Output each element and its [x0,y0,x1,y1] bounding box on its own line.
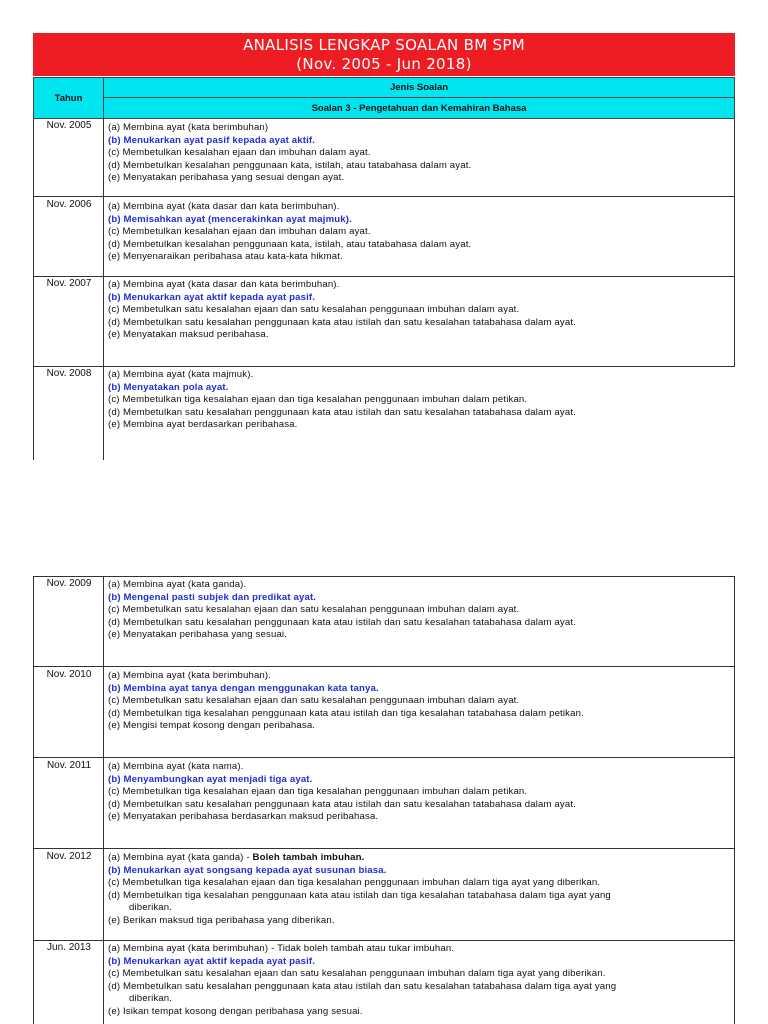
row-questions [108,122,708,185]
row-questions [108,670,708,733]
row-year: Nov. 2012 [46,851,92,862]
row-questions [108,369,708,432]
grid-line [33,940,735,941]
row-year: Nov. 2007 [46,278,92,289]
question-d-text: (d) Membetulkan satu kesalahan penggunaan kata atau istilah dan satu kesalahan tatabahasa dalam tiga ayat yang [108,980,617,992]
question-b: (b) Membina ayat tanya dengan menggunakan kata tanya. [108,682,379,694]
grid-line [33,276,735,277]
question-e: (e) Isikan tempat kosong dengan peribahasa yang sesuai. [108,1005,363,1017]
column-header-section: Soalan 3 - Pengetahuan dan Kemahiran Bahasa [103,97,735,119]
question-a: (a) Membina ayat (kata nama). [108,761,244,772]
question-e: (e) Membina ayat berdasarkan peribahasa. [108,419,298,431]
question-a: (a) Membina ayat (kata dasar dan kata berimbuhan). [108,279,340,290]
row-questions [108,761,708,824]
question-d: (d) Membetulkan satu kesalahan penggunaan kata atau istilah dan satu kesalahan tatabahasa dalam ayat. [108,316,576,328]
question-d: (d) Membetulkan satu kesalahan penggunaan kata atau istilah dan satu kesalahan tatabahasa dalam ayat. [108,616,576,628]
question-d: (d) Membetulkan kesalahan penggunaan kata, istilah, atau tatabahasa dalam ayat. [108,159,472,171]
question-b: (b) Menukarkan ayat aktif kepada ayat pasif. [108,291,316,303]
question-d-continuation: diberikan. [129,993,173,1005]
question-c: (c) Membetulkan satu kesalahan ejaan dan satu kesalahan penggunaan imbuhan dalam ayat. [108,304,520,316]
question-d: (d) Membetulkan satu kesalahan penggunaan kata atau istilah dan satu kesalahan tatabahasa dalam ayat. [108,406,576,418]
question-b: (b) Menukarkan ayat aktif kepada ayat pasif. [108,955,316,967]
row-questions [108,279,708,342]
question-d [108,890,708,915]
grid-line [33,848,735,849]
question-e: (e) Mengisi tempat kosong dengan peribahasa. [108,720,316,732]
row-year: Nov. 2006 [46,199,92,210]
grid-line [33,366,735,367]
row-year: Jun. 2013 [47,942,91,953]
column-header-year: Tahun [33,77,104,119]
grid-line [33,757,735,758]
question-d [108,981,708,1006]
row-questions [108,201,708,264]
question-b: (b) Memisahkan ayat (mencerakinkan ayat majmuk). [108,213,352,225]
question-a: (a) Membina ayat (kata ganda). [108,579,247,590]
question-c: (c) Membetulkan tiga kesalahan ejaan dan tiga kesalahan penggunaan imbuhan dalam tiga ayat yang diberikan. [108,877,601,889]
title-line-2: (Nov. 2005 - Jun 2018) [296,55,472,73]
question-d: (d) Membetulkan satu kesalahan penggunaan kata atau istilah dan satu kesalahan tatabahasa dalam ayat. [108,798,576,810]
question-d: (d) Membetulkan kesalahan penggunaan kata, istilah, atau tatabahasa dalam ayat. [108,238,472,250]
grid-line [103,576,104,1024]
question-b: (b) Menukarkan ayat songsang kepada ayat susunan biasa. [108,864,387,876]
question-a-note: Boleh tambah imbuhan. [252,852,365,863]
grid-line [33,576,34,1024]
grid-line [33,666,735,667]
question-e: (e) Menyenaraikan peribahasa atau kata-kata hikmat. [108,251,343,263]
row-year: Nov. 2008 [46,368,92,379]
question-a: (a) Membina ayat (kata berimbuhan) - Tidak boleh tambah atau tukar imbuhan. [108,943,455,954]
row-year: Nov. 2009 [46,578,92,589]
question-e: (e) Menyatakan peribahasa berdasarkan maksud peribahasa. [108,811,379,823]
question-c: (c) Membetulkan satu kesalahan ejaan dan satu kesalahan penggunaan imbuhan dalam tiga ayat yang diberikan. [108,968,606,980]
question-b: (b) Mengenal pasti subjek dan predikat ayat. [108,591,317,603]
grid-line [734,118,735,367]
question-c: (c) Membetulkan kesalahan ejaan dan imbuhan dalam ayat. [108,226,371,238]
question-a: (a) Membina ayat (kata berimbuhan). [108,670,272,681]
row-questions [108,943,708,1019]
question-d-continuation: diberikan. [129,902,173,914]
grid-line [734,576,735,1024]
question-a [108,852,708,865]
grid-line [33,576,735,577]
question-e: (e) Menyatakan peribahasa yang sesuai. [108,629,288,641]
grid-line [103,118,104,460]
question-d-text: (d) Membetulkan tiga kesalahan penggunaan kata atau istilah dan tiga kesalahan tatabahasa dalam tiga ayat yang [108,889,611,901]
question-c: (c) Membetulkan kesalahan ejaan dan imbuhan dalam ayat. [108,147,371,159]
row-year: Nov. 2005 [46,120,92,131]
question-a: (a) Membina ayat (kata berimbuhan) [108,122,269,133]
title-line-1: ANALISIS LENGKAP SOALAN BM SPM [243,36,525,54]
row-questions [108,579,708,642]
question-b: (b) Menukarkan ayat pasif kepada ayat aktif. [108,134,316,146]
question-c: (c) Membetulkan tiga kesalahan ejaan dan tiga kesalahan penggunaan imbuhan dalam petikan. [108,394,528,406]
question-e: (e) Berikan maksud tiga peribahasa yang diberikan. [108,914,335,926]
question-b: (b) Menyatakan pola ayat. [108,381,229,393]
grid-line [33,118,34,460]
document-title-banner [33,33,735,76]
question-c: (c) Membetulkan satu kesalahan ejaan dan satu kesalahan penggunaan imbuhan dalam ayat. [108,695,520,707]
question-e: (e) Menyatakan maksud peribahasa. [108,329,269,341]
question-a: (a) Membina ayat (kata majmuk). [108,369,254,380]
row-questions [108,852,708,928]
question-a: (a) Membina ayat (kata dasar dan kata berimbuhan). [108,201,340,212]
question-b: (b) Menyambungkan ayat menjadi tiga ayat. [108,773,313,785]
row-year: Nov. 2011 [46,760,92,771]
question-d: (d) Membetulkan tiga kesalahan penggunaan kata atau istilah dan tiga kesalahan tatabahasa dalam petikan. [108,707,584,719]
question-c: (c) Membetulkan tiga kesalahan ejaan dan tiga kesalahan penggunaan imbuhan dalam petikan. [108,786,528,798]
question-c: (c) Membetulkan satu kesalahan ejaan dan satu kesalahan penggunaan imbuhan dalam ayat. [108,604,520,616]
column-header-type: Jenis Soalan [103,77,735,98]
question-e: (e) Menyatakan peribahasa yang sesuai dengan ayat. [108,172,345,184]
question-a-text: (a) Membina ayat (kata ganda) - [108,852,253,863]
row-year: Nov. 2010 [46,669,92,680]
grid-line [33,196,735,197]
